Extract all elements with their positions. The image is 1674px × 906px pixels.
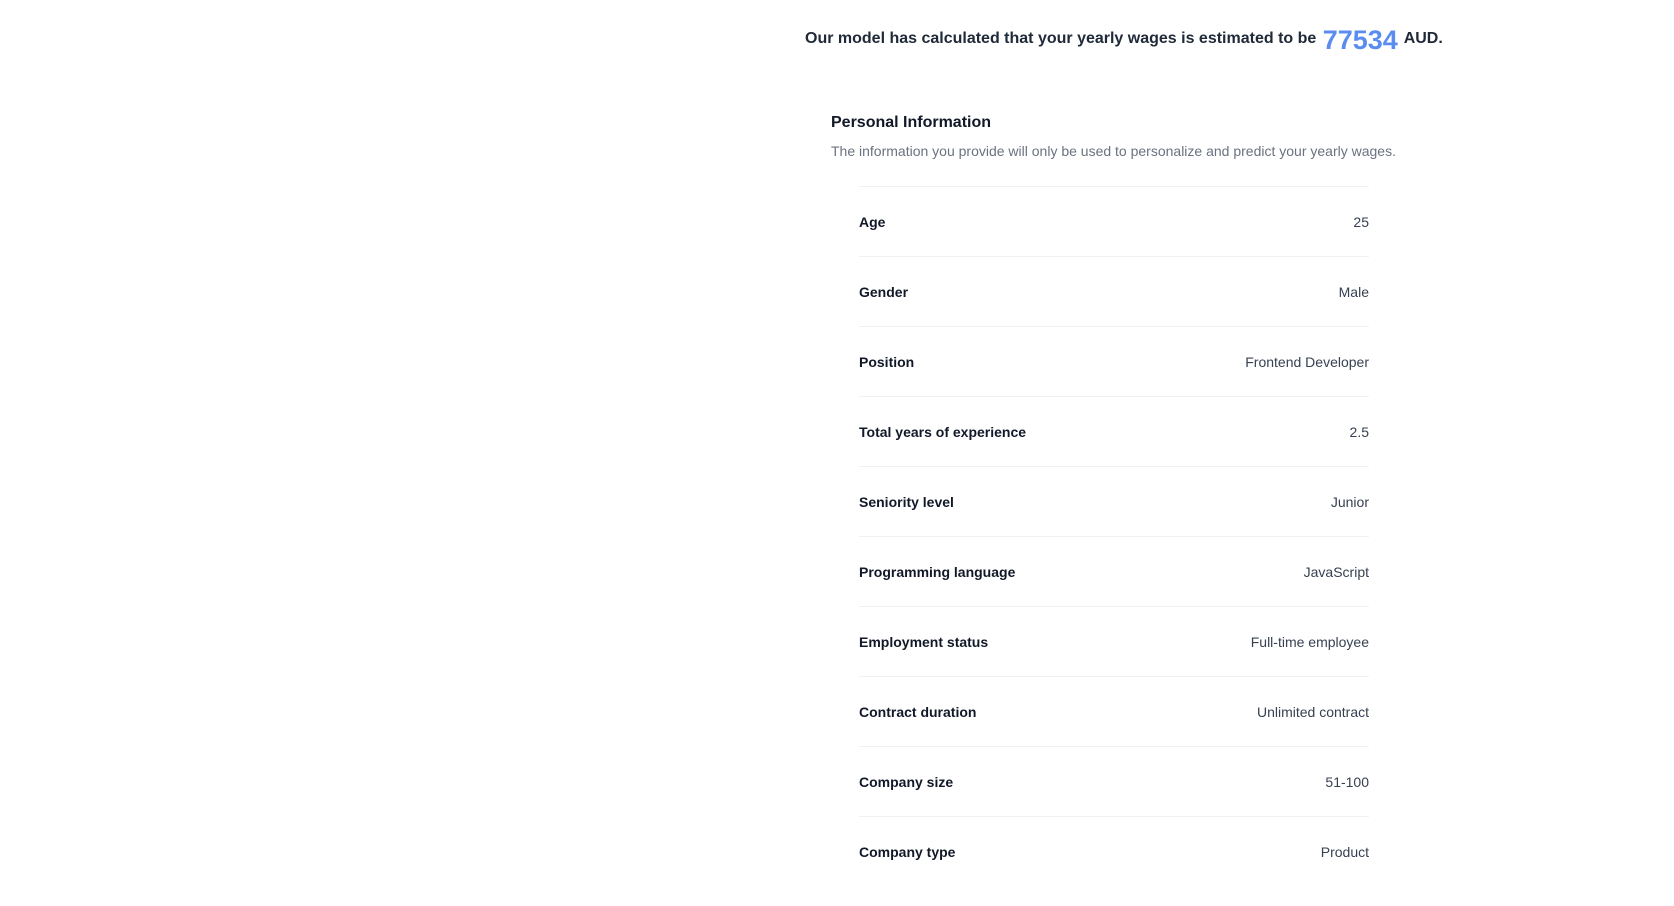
info-value: Male (1338, 283, 1369, 300)
info-label: Employment status (859, 633, 989, 650)
info-label: Programming language (859, 563, 1016, 580)
result-currency: AUD. (1403, 30, 1443, 47)
info-value: Product (1320, 844, 1369, 860)
info-value: Frontend Developer (1245, 353, 1369, 370)
info-value: JavaScript (1303, 563, 1369, 580)
info-label: Company type (859, 844, 956, 860)
info-value: Full-time employee (1250, 633, 1369, 650)
prediction-result (805, 25, 1443, 56)
result-prefix: Our model has calculated that your yearly wages is estimated to be (805, 30, 1317, 47)
info-label: Contract duration (859, 703, 977, 720)
info-row-seniority (859, 467, 1369, 537)
personal-information-section (831, 111, 1401, 161)
predicted-wage-amount: 77534 (1322, 25, 1398, 55)
info-row-contract-duration (859, 677, 1369, 747)
info-label: Gender (859, 283, 909, 300)
info-label: Age (859, 213, 886, 230)
info-row-employment-status (859, 607, 1369, 677)
info-value: Unlimited contract (1256, 703, 1369, 720)
section-title: Personal Information (831, 114, 992, 131)
info-label: Total years of experience (859, 423, 1027, 440)
info-row-position (859, 327, 1369, 397)
info-row-gender (859, 257, 1369, 327)
info-list (859, 186, 1369, 887)
info-value: 2.5 (1349, 423, 1369, 440)
info-value: 25 (1353, 213, 1369, 230)
info-value: Junior (1330, 493, 1369, 510)
info-label: Seniority level (859, 493, 954, 510)
info-label: Company size (859, 773, 954, 790)
info-row-experience (859, 397, 1369, 467)
section-description: The information you provide will only be used to personalize and predict your yearly wages. (831, 143, 1396, 159)
info-row-language (859, 537, 1369, 607)
info-label: Position (859, 353, 915, 370)
info-row-company-type (859, 817, 1369, 887)
info-row-company-size (859, 747, 1369, 817)
info-row-age (859, 187, 1369, 257)
info-value: 51-100 (1325, 773, 1369, 790)
